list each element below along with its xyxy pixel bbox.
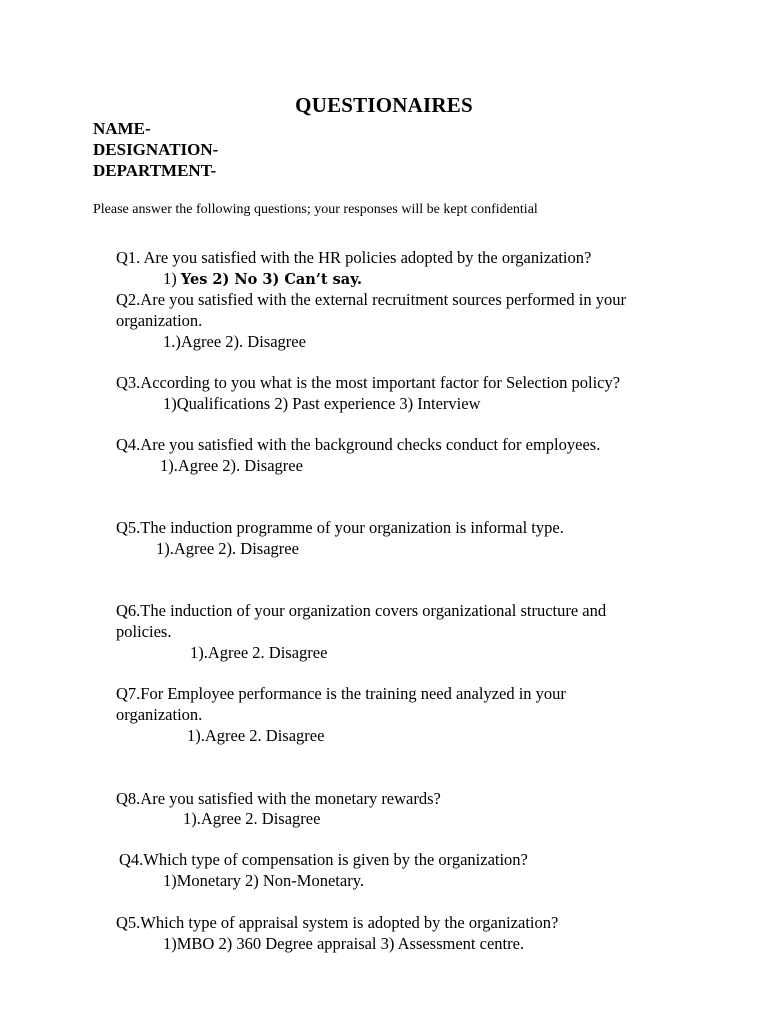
question-1-text: Q1. Are you satisfied with the HR policies adopted by the organization?	[116, 248, 592, 267]
question-10-text: Q5.Which type of appraisal system is adopted by the organization?	[116, 913, 559, 932]
question-3-text: Q3.According to you what is the most important factor for Selection policy?	[116, 373, 621, 392]
question-9-options: 1)Monetary 2) Non-Monetary.	[163, 871, 364, 890]
question-8-text: Q8.Are you satisfied with the monetary rewards?	[116, 789, 441, 808]
question-10-options: 1)MBO 2) 360 Degree appraisal 3) Assessment centre.	[163, 934, 525, 953]
question-5-text: Q5.The induction programme of your organization is informal type.	[116, 518, 564, 537]
document-title: QUESTIONAIRES	[295, 93, 473, 117]
question-7-text: Q7.For Employee performance is the training need analyzed in your	[116, 684, 566, 703]
question-3-options: 1)Qualifications 2) Past experience 3) Interview	[163, 394, 481, 413]
department-field-label: DEPARTMENT-	[93, 161, 217, 180]
question-6-options: 1).Agree 2. Disagree	[190, 643, 328, 662]
question-1-options-text: Yes 2) No 3) Can’t say.	[180, 271, 363, 288]
question-4-options: 1).Agree 2). Disagree	[160, 456, 303, 475]
question-4-text: Q4.Are you satisfied with the background checks conduct for employees.	[116, 435, 601, 454]
question-6-text: Q6.The induction of your organization covers organizational structure and	[116, 601, 607, 620]
question-7-options: 1).Agree 2. Disagree	[187, 726, 325, 745]
question-1-options	[163, 269, 362, 289]
question-5-options: 1).Agree 2). Disagree	[156, 539, 299, 558]
question-9-text: Q4.Which type of compensation is given by the organization?	[119, 850, 528, 869]
name-field-label: NAME-	[93, 119, 151, 138]
question-2-text-continued: organization.	[116, 311, 203, 330]
question-2-text: Q2.Are you satisfied with the external recruitment sources performed in your	[116, 290, 626, 309]
question-6-text-continued: policies.	[116, 622, 172, 641]
question-2-options: 1.)Agree 2). Disagree	[163, 332, 306, 351]
question-8-options: 1).Agree 2. Disagree	[183, 809, 321, 828]
question-1-options-prefix: 1)	[163, 269, 177, 288]
instruction-text: Please answer the following questions; your responses will be kept confidential	[93, 202, 538, 217]
designation-field-label: DESIGNATION-	[93, 140, 219, 159]
question-7-text-continued: organization.	[116, 705, 203, 724]
